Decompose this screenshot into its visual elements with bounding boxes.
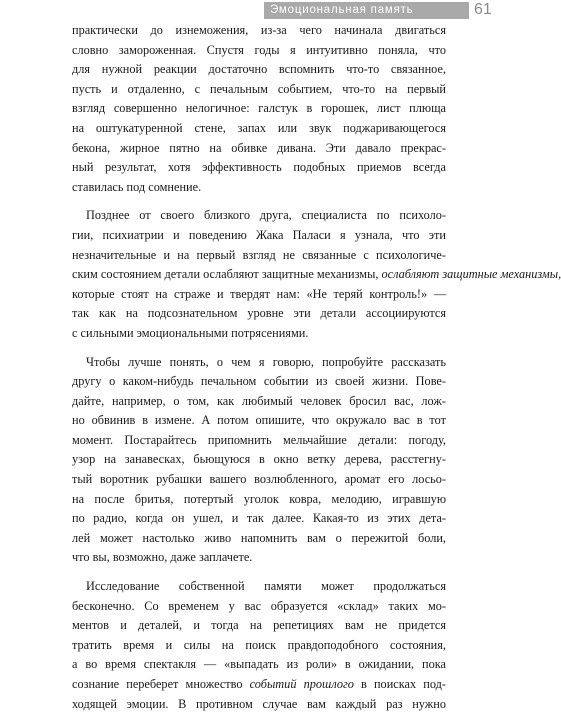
chapter-title: Эмоциональная память bbox=[270, 3, 413, 18]
text-line: Чтобы лучше понять, о чем я говорю, попробуйте рассказать bbox=[72, 353, 446, 373]
text-line: на оштукатуренной стене, запах или звук поджаривающегося bbox=[72, 119, 446, 139]
text-line: по радио, когда он ушел, и так далее. Какая-то из этих дета- bbox=[72, 509, 446, 529]
running-header bbox=[0, 0, 500, 22]
text-line: что вы, возможно, даже заплачете. bbox=[72, 548, 446, 568]
text-line: ный результат, хотя эффективность подобных приемов всегда bbox=[72, 158, 446, 178]
text-line: дайте, например, о том, как любимый человек бросил вас, лож- bbox=[72, 392, 446, 412]
text-line: незначительные и на первый взгляд не связанные с психологиче- bbox=[72, 246, 446, 266]
text-line: гии, психиатрии и поведению Жака Паласи я узнала, что эти bbox=[72, 226, 446, 246]
text-line: лей может настолько живо напомнить вам о пережитой боли, bbox=[72, 529, 446, 549]
text-line: бекона, жирное пятно на обивке дивана. Эти давало прекрас- bbox=[72, 139, 446, 159]
text-segment: ским состоянием детали ослабляют защитные механизмы, bbox=[72, 267, 382, 281]
text-line: другу о каком-нибудь печальном событии из своей жизни. Пове- bbox=[72, 372, 446, 392]
text-line: а во время спектакля — «выпадать из роли» в ожидании, пока bbox=[72, 655, 446, 675]
text-line: ставилась под сомнение. bbox=[72, 178, 446, 198]
paragraph bbox=[72, 353, 446, 569]
body-text bbox=[72, 21, 446, 714]
text-line: тратить время и силы на поиск правдоподобного состояния, bbox=[72, 636, 446, 656]
text-line: сознание переберет множество событий прошлого в поисках под- bbox=[72, 675, 446, 695]
text-line: для нужной реакции достаточно вспомнить что-то связанное, bbox=[72, 60, 446, 80]
text-line: момент. Постарайтесь припомнить мельчайшие детали: погоду, bbox=[72, 431, 446, 451]
page-number: 61 bbox=[474, 0, 492, 20]
text-line: на после бритья, потертый уголок ковра, мелодию, игравшую bbox=[72, 490, 446, 510]
paragraph bbox=[72, 577, 446, 714]
text-line: которые стоят на страже и твердят нам: «Не теряй контроль!» — bbox=[72, 285, 446, 305]
text-line: ходящей эмоции. В противном случае вам каждый раз нужно bbox=[72, 695, 446, 714]
text-line: Позднее от своего близкого друга, специалиста по психоло- bbox=[72, 206, 446, 226]
text-line: бесконечно. Со временем у вас образуется «склад» таких мо- bbox=[72, 597, 446, 617]
paragraph bbox=[72, 206, 446, 343]
emphasis-text: ослабляют защитные механизмы, bbox=[382, 267, 561, 281]
text-line: узор на занавесках, бьющуюся в окно ветку дерева, расстегну- bbox=[72, 450, 446, 470]
text-line: ментов и деталей, и тогда на репетициях вам не придется bbox=[72, 616, 446, 636]
text-line: практически до изнеможения, из-за чего начинала двигаться bbox=[72, 21, 446, 41]
text-line: пусть и отдаленно, с печальным событием, что-то на первый bbox=[72, 80, 446, 100]
text-line: но обвинив в измене. А потом опишите, что окружало вас в тот bbox=[72, 411, 446, 431]
text-line: тый воротник рубашки вашего возлюбленного, аромат его лосьо- bbox=[72, 470, 446, 490]
text-line-with-emphasis bbox=[72, 265, 446, 285]
text-line: с сильными эмоциональными потрясениями. bbox=[72, 324, 446, 344]
text-line: словно замороженная. Спустя годы я интуитивно поняла, что bbox=[72, 41, 446, 61]
paragraph bbox=[72, 21, 446, 197]
text-line: так как на подсознательном уровне эти детали ассоциируются bbox=[72, 304, 446, 324]
text-line: Исследование собственной памяти может продолжаться bbox=[72, 577, 446, 597]
text-line: взгляд совершенно нелогичное: галстук в горошек, лист плюща bbox=[72, 99, 446, 119]
emphasis-text: событий прошлого bbox=[250, 677, 354, 691]
